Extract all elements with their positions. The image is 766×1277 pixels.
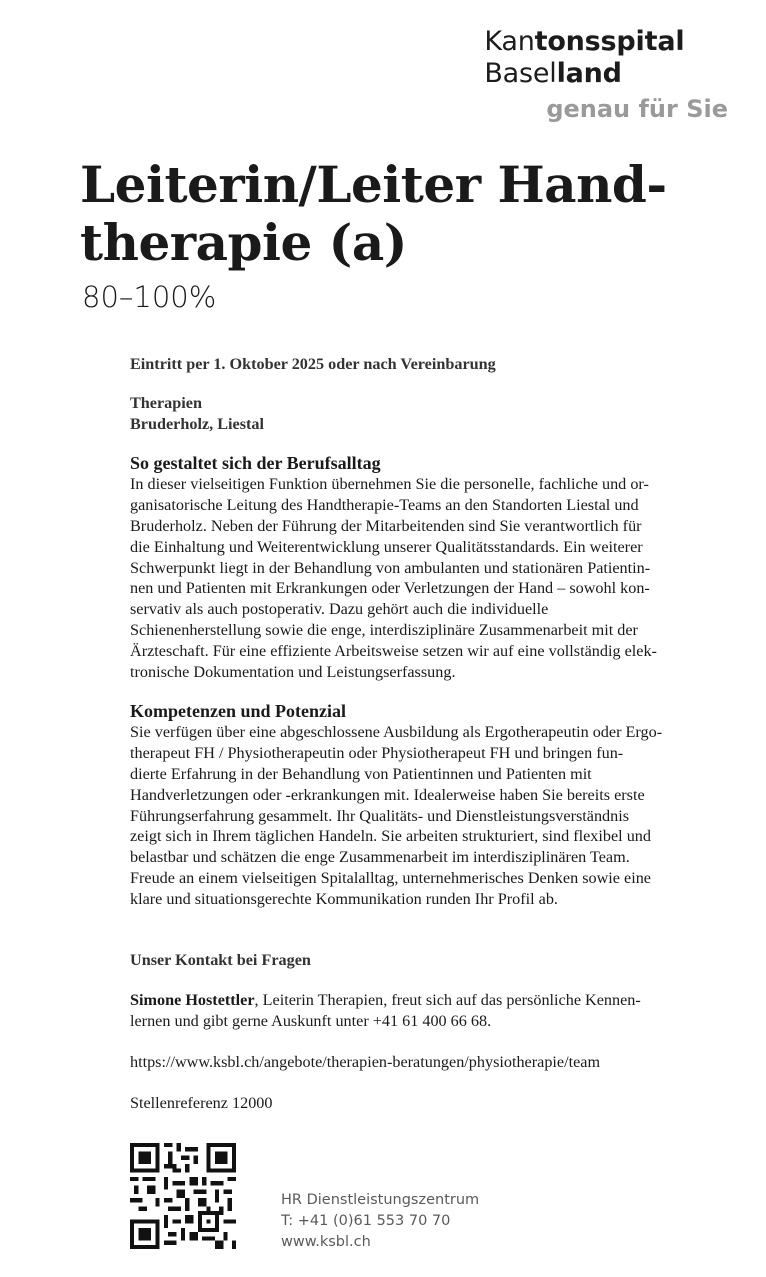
contact-name: Simone Hostettler <box>130 991 255 1010</box>
text-line: Freude an einem vielseitigen Spitalalltag, unternehmerisches Denken sowie eine <box>130 868 651 887</box>
footer-contact <box>281 1190 479 1253</box>
section-body-daily-work <box>130 474 715 682</box>
text-line: Ärzteschaft. Für eine effiziente Arbeitsweise setzen wir auf eine vollständig elek- <box>130 641 657 660</box>
workload: 80–100% <box>82 280 217 314</box>
team-url-link[interactable]: https://www.ksbl.ch/angebote/therapien-beratungen/physiotherapie/team <box>130 1052 601 1071</box>
text-line: tronische Dokumentation und Leistungserfassung. <box>130 662 456 681</box>
text-line: belastbar und schätzen die enge Zusammenarbeit im interdisziplinären Team. <box>130 848 630 867</box>
footer-org: HR Dienstleistungszentrum <box>281 1192 480 1208</box>
job-title-line-1: Leiterin/Leiter Hand- <box>80 155 667 214</box>
logo-line-1: Kantonsspital <box>484 26 685 57</box>
job-reference: Stellenreferenz 12000 <box>130 1093 273 1112</box>
locations: Bruderholz, Liestal <box>130 414 264 433</box>
job-content <box>130 354 715 1114</box>
text-line: ganisatorische Leitung des Handtherapie-Teams an den Standorten Liestal und <box>130 496 639 515</box>
logo-tagline: genau für Sie <box>546 95 728 123</box>
start-date: Eintritt per 1. Oktober 2025 oder nach Vereinbarung <box>130 355 496 373</box>
job-title <box>80 156 667 272</box>
text-line: die Einhaltung und Weiterentwicklung unserer Qualitätsstandards. Ein weiterer <box>130 537 643 556</box>
footer-phone: T: +41 (0)61 553 70 70 <box>281 1213 451 1229</box>
department: Therapien <box>130 393 202 412</box>
footer-web-link[interactable]: www.ksbl.ch <box>281 1234 371 1250</box>
contact-heading: Unser Kontakt bei Fragen <box>130 950 311 969</box>
text-line: Schwerpunkt liegt in der Behandlung von ambulanten und stationären Patientin- <box>130 558 651 577</box>
section-heading-competencies: Kompetenzen und Potenzial <box>130 701 346 722</box>
text-line: Schienenherstellung sowie die enge, interdisziplinäre Zusammenarbeit mit der <box>130 620 638 639</box>
text-line: In dieser vielseitigen Funktion übernehmen Sie die personelle, fachliche und or- <box>130 475 649 494</box>
ksbl-logo <box>484 26 728 124</box>
text-line: Handverletzungen oder -erkrankungen mit. Idealerweise haben Sie bereits erste <box>130 785 645 804</box>
qr-code-icon[interactable] <box>130 1143 236 1249</box>
section-body-competencies <box>130 722 715 909</box>
job-title-line-2: therapie (a) <box>80 213 407 272</box>
text-line: servativ als auch postoperativ. Dazu gehört auch die individuelle <box>130 600 549 619</box>
text-line: dierte Erfahrung in der Behandlung von Patientinnen und Patienten mit <box>130 764 592 783</box>
logo-line-2: Baselland <box>484 58 622 89</box>
text-line: zeigt sich in Ihrem täglichen Handeln. Sie arbeiten strukturiert, sind flexibel und <box>130 827 651 846</box>
section-heading-daily-work: So gestaltet sich der Berufsalltag <box>130 453 381 474</box>
text-line: Führungserfahrung gesammelt. Ihr Qualitäts- und Dienstleistungsverständnis <box>130 806 630 825</box>
text-line: therapeut FH / Physiotherapeutin oder Physiotherapeut FH und bringen fun- <box>130 744 624 763</box>
text-line: Sie verfügen über eine abgeschlossene Ausbildung als Ergotherapeutin oder Ergo- <box>130 723 663 742</box>
text-line: nen und Patienten mit Erkrankungen oder Verletzungen der Hand – sowohl kon- <box>130 579 650 598</box>
contact-text: Simone Hostettler, Leiterin Therapien, freut sich auf das persönliche Kennen- lernen und gibt gerne Auskunft unter +41 61 400 66 68. <box>130 991 641 1031</box>
text-line: klare und situationsgerechte Kommunikation runden Ihr Profil ab. <box>130 889 558 908</box>
text-line: Bruderholz. Neben der Führung der Mitarbeitenden sind Sie verantwortlich für <box>130 516 642 535</box>
